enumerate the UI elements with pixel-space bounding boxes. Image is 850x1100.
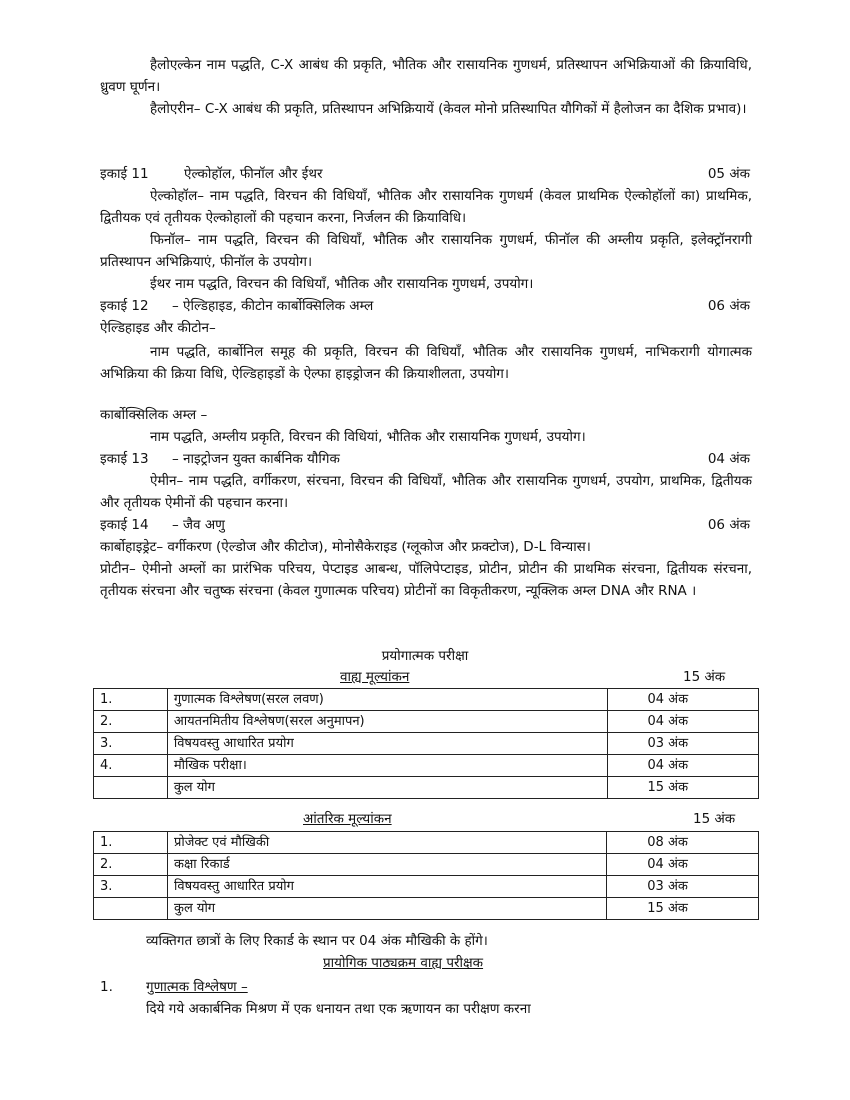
- unit-title: – जैव अणु: [172, 517, 225, 533]
- serial-cell: 1.: [94, 832, 168, 854]
- carbohydrate-paragraph: कार्बोहाइड्रेट– वर्गीकरण (ऐल्डोज और कीटोज), मोनोसैकेराइड (ग्लूकोज और फ्रक्टोज), D-L विन्यास।: [100, 539, 591, 555]
- serial-cell: 3.: [94, 876, 168, 898]
- table-row: [94, 876, 759, 898]
- internal-evaluation-table: [93, 831, 759, 920]
- table-row: [94, 689, 759, 711]
- haloarene-paragraph: हैलोएरीन– C-X आबंध की प्रकृति, प्रतिस्थापन अभिक्रियायें (केवल मोनो प्रतिस्थापित यौगिकों में हैलोजन का दैशिक प्रभाव)।: [150, 101, 747, 117]
- unit-title: ऐल्कोहॉल, फीनॉल और ईथर: [184, 166, 323, 182]
- phenol-paragraph: फिनॉल– नाम पद्धति, विरचन की विधियाँ, भौतिक और रासायनिक गुणधर्म, फीनॉल की अम्लीय प्रकृति, इलेक्ट्रॉनरागी प्रतिस्थापन अभिक्रियाएं, फीनॉल के उपयोग।: [100, 232, 752, 270]
- item-cell: प्रोजेक्ट एवं मौखिकी: [167, 832, 606, 854]
- carboxylic-subheading: कार्बोक्सिलिक अम्ल –: [100, 407, 208, 423]
- marks-cell: 15 अंक: [607, 777, 759, 799]
- item-cell: कुल योग: [167, 898, 606, 920]
- marks-cell: 15 अंक: [607, 898, 759, 920]
- unit-marks: 05 अंक: [707, 166, 750, 182]
- external-evaluation-heading: [0, 666, 850, 688]
- item-cell: विषयवस्तु आधारित प्रयोग: [167, 876, 606, 898]
- item-cell: मौखिक परीक्षा।: [167, 755, 607, 777]
- marks-cell: 04 अंक: [607, 689, 759, 711]
- amine-paragraph: ऐमीन– नाम पद्धति, वर्गीकरण, संरचना, विरचन की विधियाँ, भौतिक और रासायनिक गुणधर्म, उपयोग, प्राथमिक, द्वितीयक और तृतीयक ऐमीनों की पहचान करना।: [100, 473, 752, 511]
- serial-cell: [94, 898, 168, 920]
- item-1-description: दिये गये अकार्बनिक मिश्रण में एक धनायन तथा एक ऋणायन का परीक्षण करना: [146, 1001, 531, 1017]
- practical-exam-title: प्रयोगात्मक परीक्षा: [381, 648, 469, 664]
- alcohol-paragraph: ऐल्कोहॉल– नाम पद्धति, विरचन की विधियाँ, भौतिक और रासायनिक गुणधर्म (केवल प्राथमिक ऐल्कोहॉलों का) प्राथमिक, द्वितीयक एवं तृतीयक ऐल्कोहालों की पहचान करना, निर्जलन की क्रियाविधि।: [100, 188, 752, 226]
- aldehyde-subheading: ऐल्डिहाइड और कीटोन–: [100, 320, 216, 336]
- unit-number: इकाई 12: [100, 298, 149, 314]
- aldehyde-paragraph: नाम पद्धति, कार्बोनिल समूह की प्रकृति, विरचन की विधियाँ, भौतिक और रासायनिक गुणधर्म, नाभिकरागी योगात्मक अभिक्रिया की क्रिया विधि, ऐल्डिहाइडों के ऐल्फा हाइड्रोजन की क्रियाशीलता, उपयोग।: [100, 344, 752, 382]
- serial-cell: 4.: [94, 755, 168, 777]
- haloalkane-paragraph: हैलोएल्केन नाम पद्धति, C-X आबंध की प्रकृति, भौतिक और रासायनिक गुणधर्म, प्रतिस्थापन अभिक्रियाओं की क्रियाविधि, ध्रुवण घूर्णन।: [100, 57, 752, 95]
- item-cell: कुल योग: [167, 777, 607, 799]
- unit-13-heading: [100, 448, 750, 470]
- unit-12-heading: [100, 295, 750, 317]
- protein-paragraph: प्रोटीन– ऐमीनो अम्लों का प्रारंभिक परिचय, पेप्टाइड आबन्ध, पॉलिपेप्टाइड, प्रोटीन, प्रोटीन की प्राथमिक संरचना, द्वितीयक संरचना, तृतीयक संरचना और चतुष्क संरचना (केवल गुणात्मक परिचय) प्रोटीनों का विकृतीकरण, न्यूक्लिक अम्ल DNA और RNA ।: [100, 561, 752, 599]
- item-cell: आयतनमितीय विश्लेषण(सरल अनुमापन): [167, 711, 607, 733]
- item-cell: कक्षा रिकार्ड: [167, 854, 606, 876]
- serial-cell: 2.: [94, 854, 168, 876]
- unit-title: – नाइट्रोजन युक्त कार्बनिक यौगिक: [172, 451, 340, 467]
- unit-number: इकाई 13: [100, 451, 149, 467]
- unit-marks: 06 अंक: [707, 517, 750, 533]
- marks-cell: 08 अंक: [607, 832, 759, 854]
- internal-total-marks: 15 अंक: [693, 811, 736, 827]
- item-1-title: गुणात्मक विश्लेषण –: [146, 979, 248, 995]
- serial-cell: 3.: [94, 733, 168, 755]
- serial-cell: 2.: [94, 711, 168, 733]
- table-row-total: [94, 777, 759, 799]
- table-row-total: [94, 898, 759, 920]
- external-total-marks: 15 अंक: [683, 669, 726, 685]
- table-row: [94, 755, 759, 777]
- item-1-number: 1.: [100, 979, 113, 995]
- marks-cell: 04 अंक: [607, 755, 759, 777]
- internal-heading-label: आंतरिक मूल्यांकन: [303, 811, 392, 827]
- marks-cell: 03 अंक: [607, 733, 759, 755]
- serial-cell: 1.: [94, 689, 168, 711]
- marks-cell: 04 अंक: [607, 711, 759, 733]
- item-cell: गुणात्मक विश्लेषण(सरल लवण): [167, 689, 607, 711]
- marks-cell: 04 अंक: [607, 854, 759, 876]
- practical-syllabus-heading: प्रायोगिक पाठ्यक्रम वाह्य परीक्षक: [323, 955, 484, 971]
- table-row: [94, 733, 759, 755]
- record-note: व्यक्तिगत छात्रों के लिए रिकार्ड के स्थान पर 04 अंक मौखिकी के होंगे।: [146, 933, 488, 949]
- carboxylic-paragraph: नाम पद्धति, अम्लीय प्रकृति, विरचन की विधियां, भौतिक और रासायनिक गुणधर्म, उपयोग।: [150, 429, 586, 445]
- table-row: [94, 711, 759, 733]
- unit-11-heading: [100, 163, 750, 185]
- unit-number: इकाई 11: [100, 166, 149, 182]
- marks-cell: 03 अंक: [607, 876, 759, 898]
- table-row: [94, 854, 759, 876]
- item-cell: विषयवस्तु आधारित प्रयोग: [167, 733, 607, 755]
- external-heading-label: वाह्य मूल्यांकन: [340, 669, 410, 685]
- unit-title: – ऐल्डिहाइड, कीटोन कार्बोक्सिलिक अम्ल: [172, 298, 374, 314]
- unit-14-heading: [100, 514, 750, 536]
- unit-marks: 04 अंक: [707, 451, 750, 467]
- internal-evaluation-heading: [0, 808, 850, 830]
- serial-cell: [94, 777, 168, 799]
- unit-marks: 06 अंक: [707, 298, 750, 314]
- unit-number: इकाई 14: [100, 517, 149, 533]
- table-row: [94, 832, 759, 854]
- external-evaluation-table: [93, 688, 759, 799]
- ether-paragraph: ईथर नाम पद्धति, विरचन की विधियाँ, भौतिक और रासायनिक गुणधर्म, उपयोग।: [150, 276, 534, 292]
